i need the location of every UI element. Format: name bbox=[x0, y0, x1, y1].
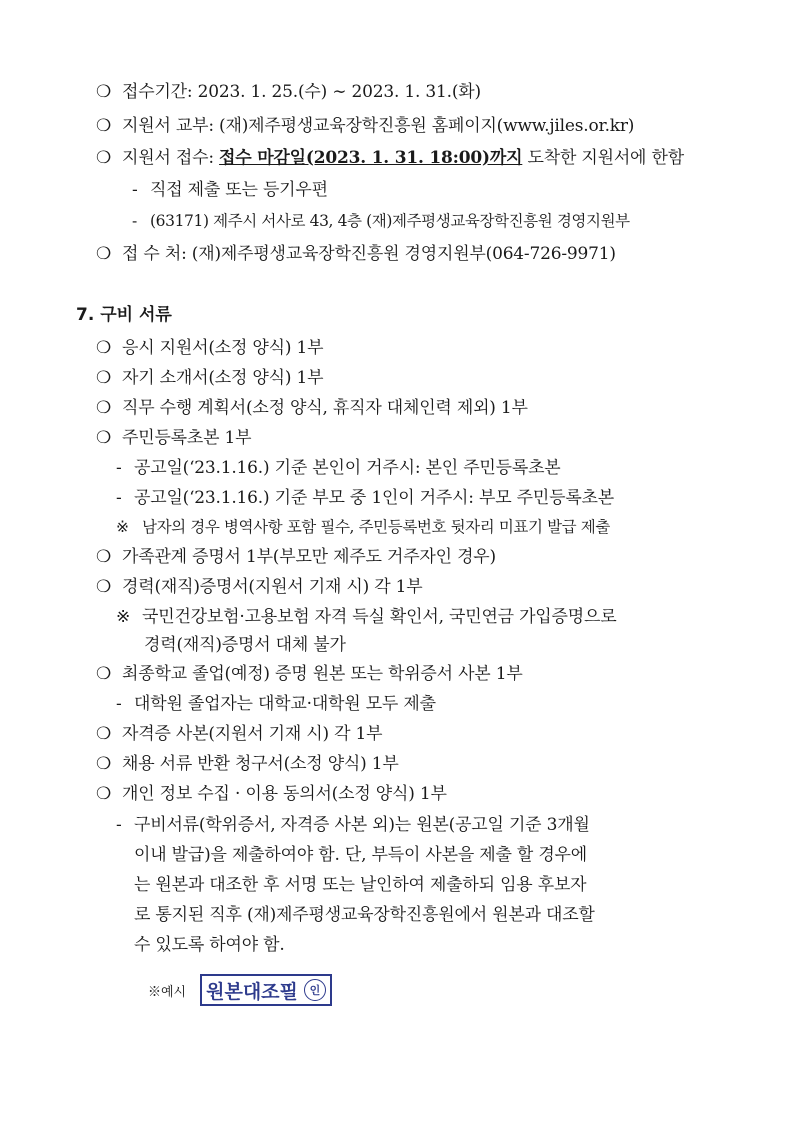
section-title: 7. 구비 서류 bbox=[76, 305, 172, 325]
item-text: 대학원 졸업자는 대학교·대학원 모두 제출 bbox=[134, 694, 436, 714]
bullet-icon: ❍ bbox=[96, 547, 112, 567]
item-text: (63171) 제주시 서사로 43, 4층 (재)제주평생교육장학진흥원 경영지원부 bbox=[150, 212, 630, 230]
item-text-prefix: 지원서 접수: bbox=[122, 148, 220, 168]
bullet-icon: ❍ bbox=[96, 577, 112, 597]
bullet-icon: ❍ bbox=[96, 368, 112, 388]
paragraph-continuation bbox=[134, 873, 586, 897]
bullet-icon: ❍ bbox=[96, 82, 112, 102]
note-marker: ※ bbox=[116, 607, 131, 627]
item-text: 직무 수행 계획서(소정 양식, 휴직자 대체인력 제외) 1부 bbox=[122, 398, 528, 418]
bullet-icon: ❍ bbox=[96, 338, 112, 358]
note-continuation bbox=[144, 633, 346, 657]
item-text: 공고일(‘23.1.16.) 기준 본인이 거주시: 본인 주민등록초본 bbox=[134, 458, 561, 478]
list-item bbox=[96, 426, 251, 450]
item-text: 수 있도록 하여야 함. bbox=[134, 935, 285, 955]
item-text: 최종학교 졸업(예정) 증명 원본 또는 학위증서 사본 1부 bbox=[122, 664, 523, 684]
note-item bbox=[116, 605, 616, 629]
dash-marker: - bbox=[132, 212, 137, 230]
item-text: 남자의 경우 병역사항 포함 필수, 주민등록번호 뒷자리 미표기 발급 제출 bbox=[142, 518, 610, 536]
list-item bbox=[96, 366, 323, 390]
item-text: 는 원본과 대조한 후 서명 또는 날인하여 제출하되 임용 후보자 bbox=[134, 875, 587, 895]
list-item bbox=[96, 146, 684, 170]
list-item bbox=[116, 486, 614, 510]
item-text-suffix: 도착한 지원서에 한함 bbox=[522, 148, 684, 168]
list-item bbox=[96, 722, 382, 746]
dash-marker: - bbox=[116, 815, 122, 835]
stamp-example-label: ※예시 bbox=[148, 984, 187, 1000]
bullet-icon: ❍ bbox=[96, 428, 112, 448]
list-item bbox=[96, 575, 423, 599]
list-item bbox=[96, 545, 496, 569]
dash-marker: - bbox=[116, 694, 122, 714]
note-marker: ※ bbox=[116, 518, 129, 536]
paragraph-continuation bbox=[134, 903, 595, 927]
item-text: 이내 발급)을 제출하여야 함. 단, 부득이 사본을 제출 할 경우에 bbox=[134, 845, 588, 865]
bullet-icon: ❍ bbox=[96, 664, 112, 684]
bullet-icon: ❍ bbox=[96, 116, 112, 136]
note-item bbox=[116, 515, 610, 539]
item-text: 접 수 처: (재)제주평생교육장학진흥원 경영지원부(064-726-9971) bbox=[122, 244, 616, 264]
stamp-text: 원본대조필 bbox=[206, 980, 298, 1003]
item-text: 로 통지된 직후 (재)제주평생교육장학진흥원에서 원본과 대조할 bbox=[134, 905, 595, 925]
list-item bbox=[96, 396, 528, 420]
item-text: 접수기간: 2023. 1. 25.(수) ∼ 2023. 1. 31.(화) bbox=[122, 82, 481, 102]
list-item bbox=[132, 178, 328, 202]
item-text: 경력(재직)증명서(지원서 기재 시) 각 1부 bbox=[122, 577, 423, 597]
list-item bbox=[116, 456, 561, 480]
item-text: 구비서류(학위증서, 자격증 사본 외)는 원본(공고일 기준 3개월 bbox=[134, 815, 590, 835]
list-item bbox=[96, 662, 523, 686]
item-text: 경력(재직)증명서 대체 불가 bbox=[144, 635, 346, 655]
list-item bbox=[96, 336, 323, 360]
item-text: 지원서 교부: (재)제주평생교육장학진흥원 홈페이지(www.jiles.or.kr) bbox=[122, 116, 635, 136]
list-item bbox=[96, 80, 481, 104]
item-text: 자기 소개서(소정 양식) 1부 bbox=[122, 368, 324, 388]
list-item bbox=[132, 209, 630, 233]
list-item bbox=[96, 114, 634, 138]
bullet-icon: ❍ bbox=[96, 148, 112, 168]
list-item bbox=[96, 782, 447, 806]
item-text: 응시 지원서(소정 양식) 1부 bbox=[122, 338, 324, 358]
bullet-icon: ❍ bbox=[96, 754, 112, 774]
item-text: 채용 서류 반환 청구서(소정 양식) 1부 bbox=[122, 754, 399, 774]
item-text: 가족관계 증명서 1부(부모만 제주도 거주자인 경우) bbox=[122, 547, 496, 567]
item-text: 공고일(‘23.1.16.) 기준 부모 중 1인이 거주시: 부모 주민등록초본 bbox=[134, 488, 614, 508]
list-item bbox=[116, 692, 436, 716]
paragraph-continuation bbox=[134, 843, 587, 867]
bullet-icon: ❍ bbox=[96, 398, 112, 418]
item-text: 자격증 사본(지원서 기재 시) 각 1부 bbox=[122, 724, 383, 744]
seal-icon: 인 bbox=[304, 979, 326, 1001]
dash-marker: - bbox=[132, 180, 138, 200]
list-item bbox=[96, 752, 399, 776]
item-text: 개인 정보 수집 · 이용 동의서(소정 양식) 1부 bbox=[122, 784, 447, 804]
bullet-icon: ❍ bbox=[96, 244, 112, 264]
dash-marker: - bbox=[116, 488, 122, 508]
item-text: 국민건강보험·고용보험 자격 득실 확인서, 국민연금 가입증명으로 bbox=[142, 607, 617, 627]
item-text: 직접 제출 또는 등기우편 bbox=[150, 180, 328, 200]
original-verified-stamp bbox=[200, 974, 332, 1006]
paragraph-continuation bbox=[134, 933, 285, 957]
deadline-emphasis: 접수 마감일(2023. 1. 31. 18:00)까지 bbox=[219, 148, 523, 168]
bullet-icon: ❍ bbox=[96, 724, 112, 744]
bullet-icon: ❍ bbox=[96, 784, 112, 804]
item-text: 주민등록초본 1부 bbox=[122, 428, 252, 448]
list-item bbox=[116, 813, 590, 837]
stamp-example bbox=[148, 974, 332, 1006]
dash-marker: - bbox=[116, 458, 122, 478]
list-item bbox=[96, 242, 616, 266]
